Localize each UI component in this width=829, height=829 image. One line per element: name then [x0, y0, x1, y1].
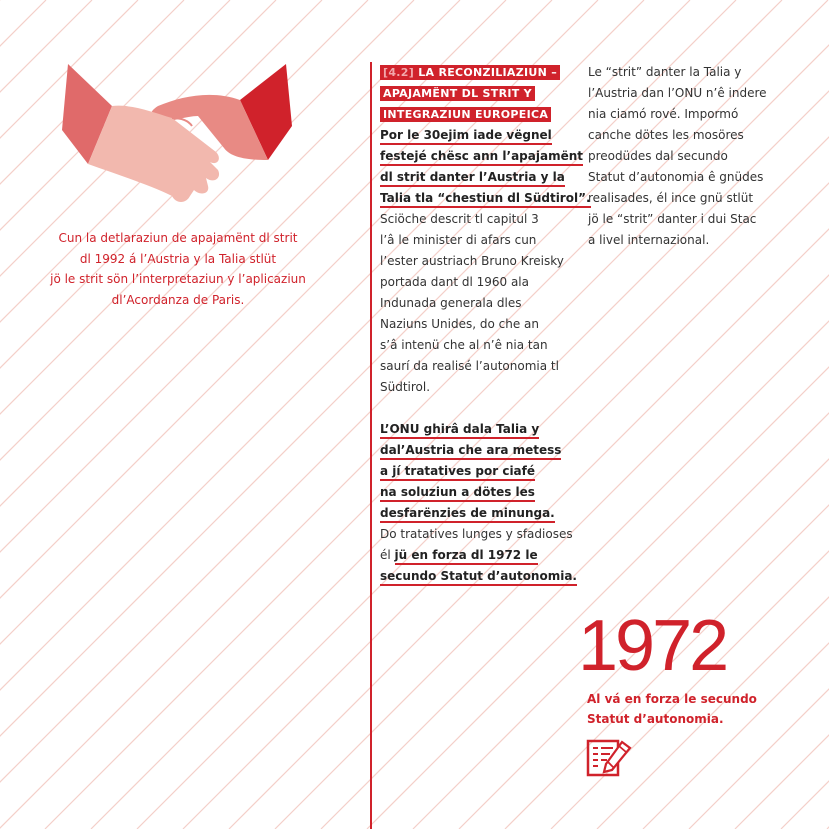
text-line: realisades, él ince gnü stlüt: [588, 191, 754, 205]
highlight-line: a jí tratatives por ciafé: [380, 464, 535, 481]
highlight-line: jü en forza dl 1972 le: [395, 548, 538, 565]
highlight-line: L’ONU ghirâ dala Talia y: [380, 422, 539, 439]
caption-line: jö le strit sön l’interpretaziun y l’aplicaziun: [50, 272, 306, 286]
text-line: l’ester austriach Bruno Kreisky: [380, 254, 564, 268]
document-pencil-icon: [586, 738, 632, 778]
highlight-line: dl strit danter l’Austria y la: [380, 170, 565, 187]
text-line: nia ciamó rové. Impormó: [588, 107, 739, 121]
highlight-line: secundo Statut d’autonomia.: [380, 569, 577, 586]
text-line: preodüdes dal secundo: [588, 149, 728, 163]
highlight-line: Por le 30ejim iade vëgnel: [380, 128, 552, 145]
text-line: Statut d’autonomia ê gnüdes: [588, 170, 764, 184]
stripe-line: [0, 0, 46, 829]
section-title-line: LA RECONZILIAZIUN –: [418, 66, 558, 79]
section-title-line: APAJAMËNT DL STRIT Y: [380, 86, 535, 101]
year-note-line: Statut d’autonomia.: [587, 712, 724, 726]
caption-line: dl 1992 á l’Austria y la Talia stlüt: [79, 251, 277, 266]
text-line: Indunada generala dles: [380, 296, 522, 310]
text-line: Sciöche descrit tl capitul 3: [380, 212, 539, 226]
text-line: Do tratatives lunges y sfadioses: [380, 527, 573, 541]
side-text-column: [588, 62, 778, 251]
highlight-line: festejé chësc ann l’apajamënt: [380, 149, 583, 166]
handshake-icon: [62, 56, 292, 216]
vertical-divider: [370, 62, 372, 829]
year-note-line: Al vá en forza le secundo: [587, 692, 757, 706]
section-number: [4.2]: [383, 66, 415, 79]
section-title: [380, 65, 560, 80]
section-title-line: INTEGRAZIUN EUROPEICA: [380, 107, 551, 122]
highlight-line: na soluziun a dötes les: [380, 485, 535, 502]
text-line: portada dant dl 1960 ala: [380, 275, 529, 289]
text-line: jö le “strit” danter i dui Stac: [588, 212, 757, 226]
year-heading: 1972: [578, 606, 727, 686]
text-line: Le “strit” danter la Talia y: [588, 65, 742, 79]
text-fragment: él: [380, 548, 395, 562]
year-note: [587, 689, 757, 729]
handshake-caption: [30, 228, 326, 310]
text-line: Südtirol.: [380, 380, 431, 394]
text-line: Naziuns Unides, do che an: [380, 317, 539, 331]
text-line: l’â le minister di afars cun: [380, 233, 537, 247]
text-line: a livel internazional.: [588, 233, 710, 247]
text-line: saurí da realisé l’autonomia tl: [380, 359, 559, 373]
highlight-line: Talia tla “chestiun dl Südtirol”.: [380, 191, 591, 208]
text-line: s’â intenü che al n’ê nia tan: [380, 338, 548, 352]
highlight-line: desfarënzies de minunga.: [380, 506, 555, 523]
text-line: canche dötes les mosöres: [588, 128, 744, 142]
highlight-line: dal’Austria che ara metess: [380, 443, 561, 460]
main-text-column: [380, 62, 591, 587]
text-line: l’Austria dan l’ONU n’ê indere: [588, 86, 767, 100]
caption-line: dl’Acordanza de Paris.: [111, 292, 245, 307]
caption-line: Cun la detlaraziun de apajamënt dl strit: [58, 231, 298, 245]
stripe-line: [781, 0, 829, 829]
